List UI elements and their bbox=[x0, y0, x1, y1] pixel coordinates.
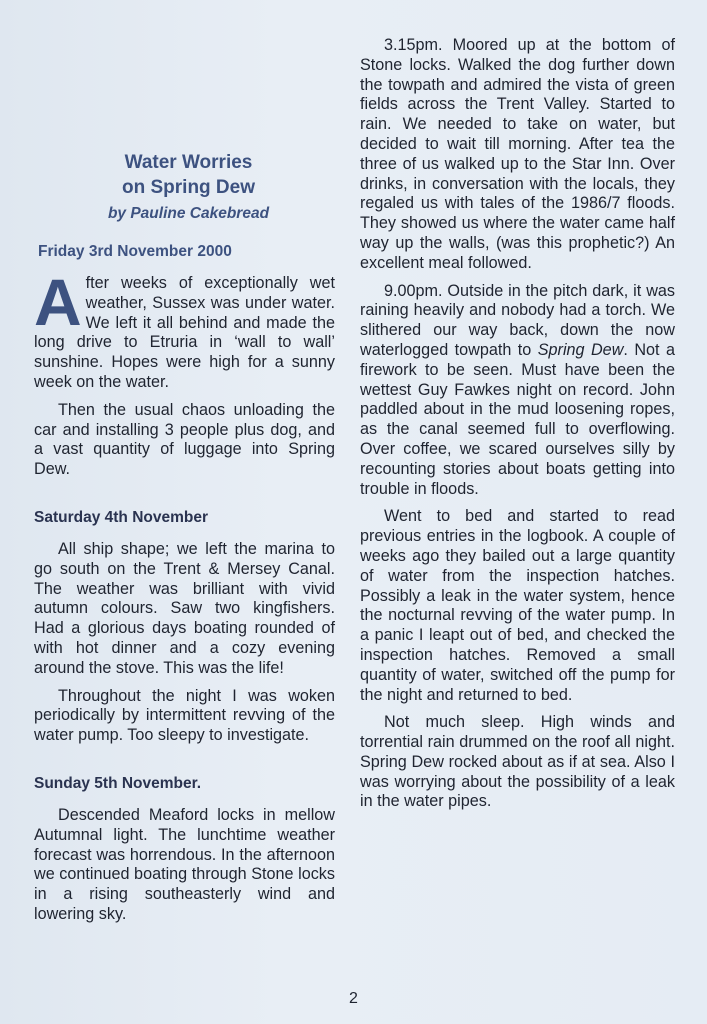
right-paragraph-1: 3.15pm. Moored up at the bottom of Stone locks. Walked the dog further down the towpath and admired the vista of green fields across the Trent Valley. Started to rain. We needed to take on water, but decided to wait till morning. After tea the three of us walked up to the Star Inn. Over drinks, in conversation with the locals, they regaled us with tales of the 1986/7 floods. They showed us where the water came half way up the walls, (was this prophetic?) An excellent meal followed. bbox=[360, 36, 675, 272]
title-line-2: on Spring Dew bbox=[122, 177, 255, 198]
right-paragraph-3: Went to bed and started to read previous entries in the logbook. A couple of weeks ago they bailed out a large quantity of water from the inspection hatches. Possibly a leak in the water system, hence the nocturnal revving of the water pump. In a panic I leapt out of bed, and checked the inspection hatches. Removed a small quantity of water, switched off the pump for the night and returned to bed. bbox=[360, 507, 675, 704]
saturday-paragraph-2: Throughout the night I was woken periodically by intermittent revving of the water pump. Too sleepy to investigate. bbox=[34, 686, 335, 745]
right-paragraph-2-end: . Not a firework to be seen. Must have been the wettest Guy Fawkes night on record. John paddled about in the mud loosening ropes, as the canal seemed full to overflowing. Over coffee, we scared ourselves silly by recounting stories about boats getting into trouble in floods. bbox=[360, 340, 675, 498]
sunday-heading: Sunday 5th November. bbox=[34, 774, 202, 792]
drop-cap: A bbox=[34, 265, 82, 339]
byline: by Pauline Cakebread bbox=[107, 205, 270, 222]
right-paragraph-4: Not much sleep. High winds and torrential rain drummed on the roof all night. Spring Dew rocked about as if at sea. Also I was worrying about the possibility of a leak in the water pipes. bbox=[360, 713, 675, 811]
left-column bbox=[34, 150, 335, 933]
friday-paragraph-1 bbox=[34, 265, 335, 393]
boat-name-italic: Spring Dew bbox=[537, 340, 624, 359]
friday-paragraph-2: Then the usual chaos unloading the car and installing 3 people plus dog, and a vast quantity of luggage into Spring Dew. bbox=[34, 400, 335, 479]
article-title bbox=[34, 150, 335, 200]
saturday-paragraph-1: All ship shape; we left the marina to go south on the Trent & Mersey Canal. The weather was brilliant with vivid autumn colours. Saw two kingfishers. Had a glorious days boating rounded of with hot dinner and a cozy evening around the stove. This was the life! bbox=[34, 539, 335, 677]
friday-heading: Friday 3rd November 2000 bbox=[38, 243, 232, 260]
right-column bbox=[360, 36, 675, 820]
right-paragraph-2 bbox=[360, 282, 675, 500]
page-number: 2 bbox=[349, 990, 358, 1007]
title-line-1: Water Worries bbox=[124, 152, 253, 173]
friday-paragraph-1-text: fter weeks of exceptionally wet weather, Sussex was under water. We left it all behind and made the long drive to Etruria in ‘wall to wall’ sunshine. Hopes were high for a sunny week on the water. bbox=[34, 274, 335, 391]
right-paragraph-2-start: 9.00pm. Outside in the pitch dark, it was raining heavily and nobody had a torch. We slithered our way back, down the now waterlogged towpath to bbox=[360, 281, 675, 359]
saturday-heading: Saturday 4th November bbox=[34, 508, 208, 526]
sunday-paragraph-1: Descended Meaford locks in mellow Autumnal light. The lunchtime weather forecast was horrendous. In the afternoon we continued boating through Stone locks in a rising southeasterly wind and lowering sky. bbox=[34, 805, 335, 923]
